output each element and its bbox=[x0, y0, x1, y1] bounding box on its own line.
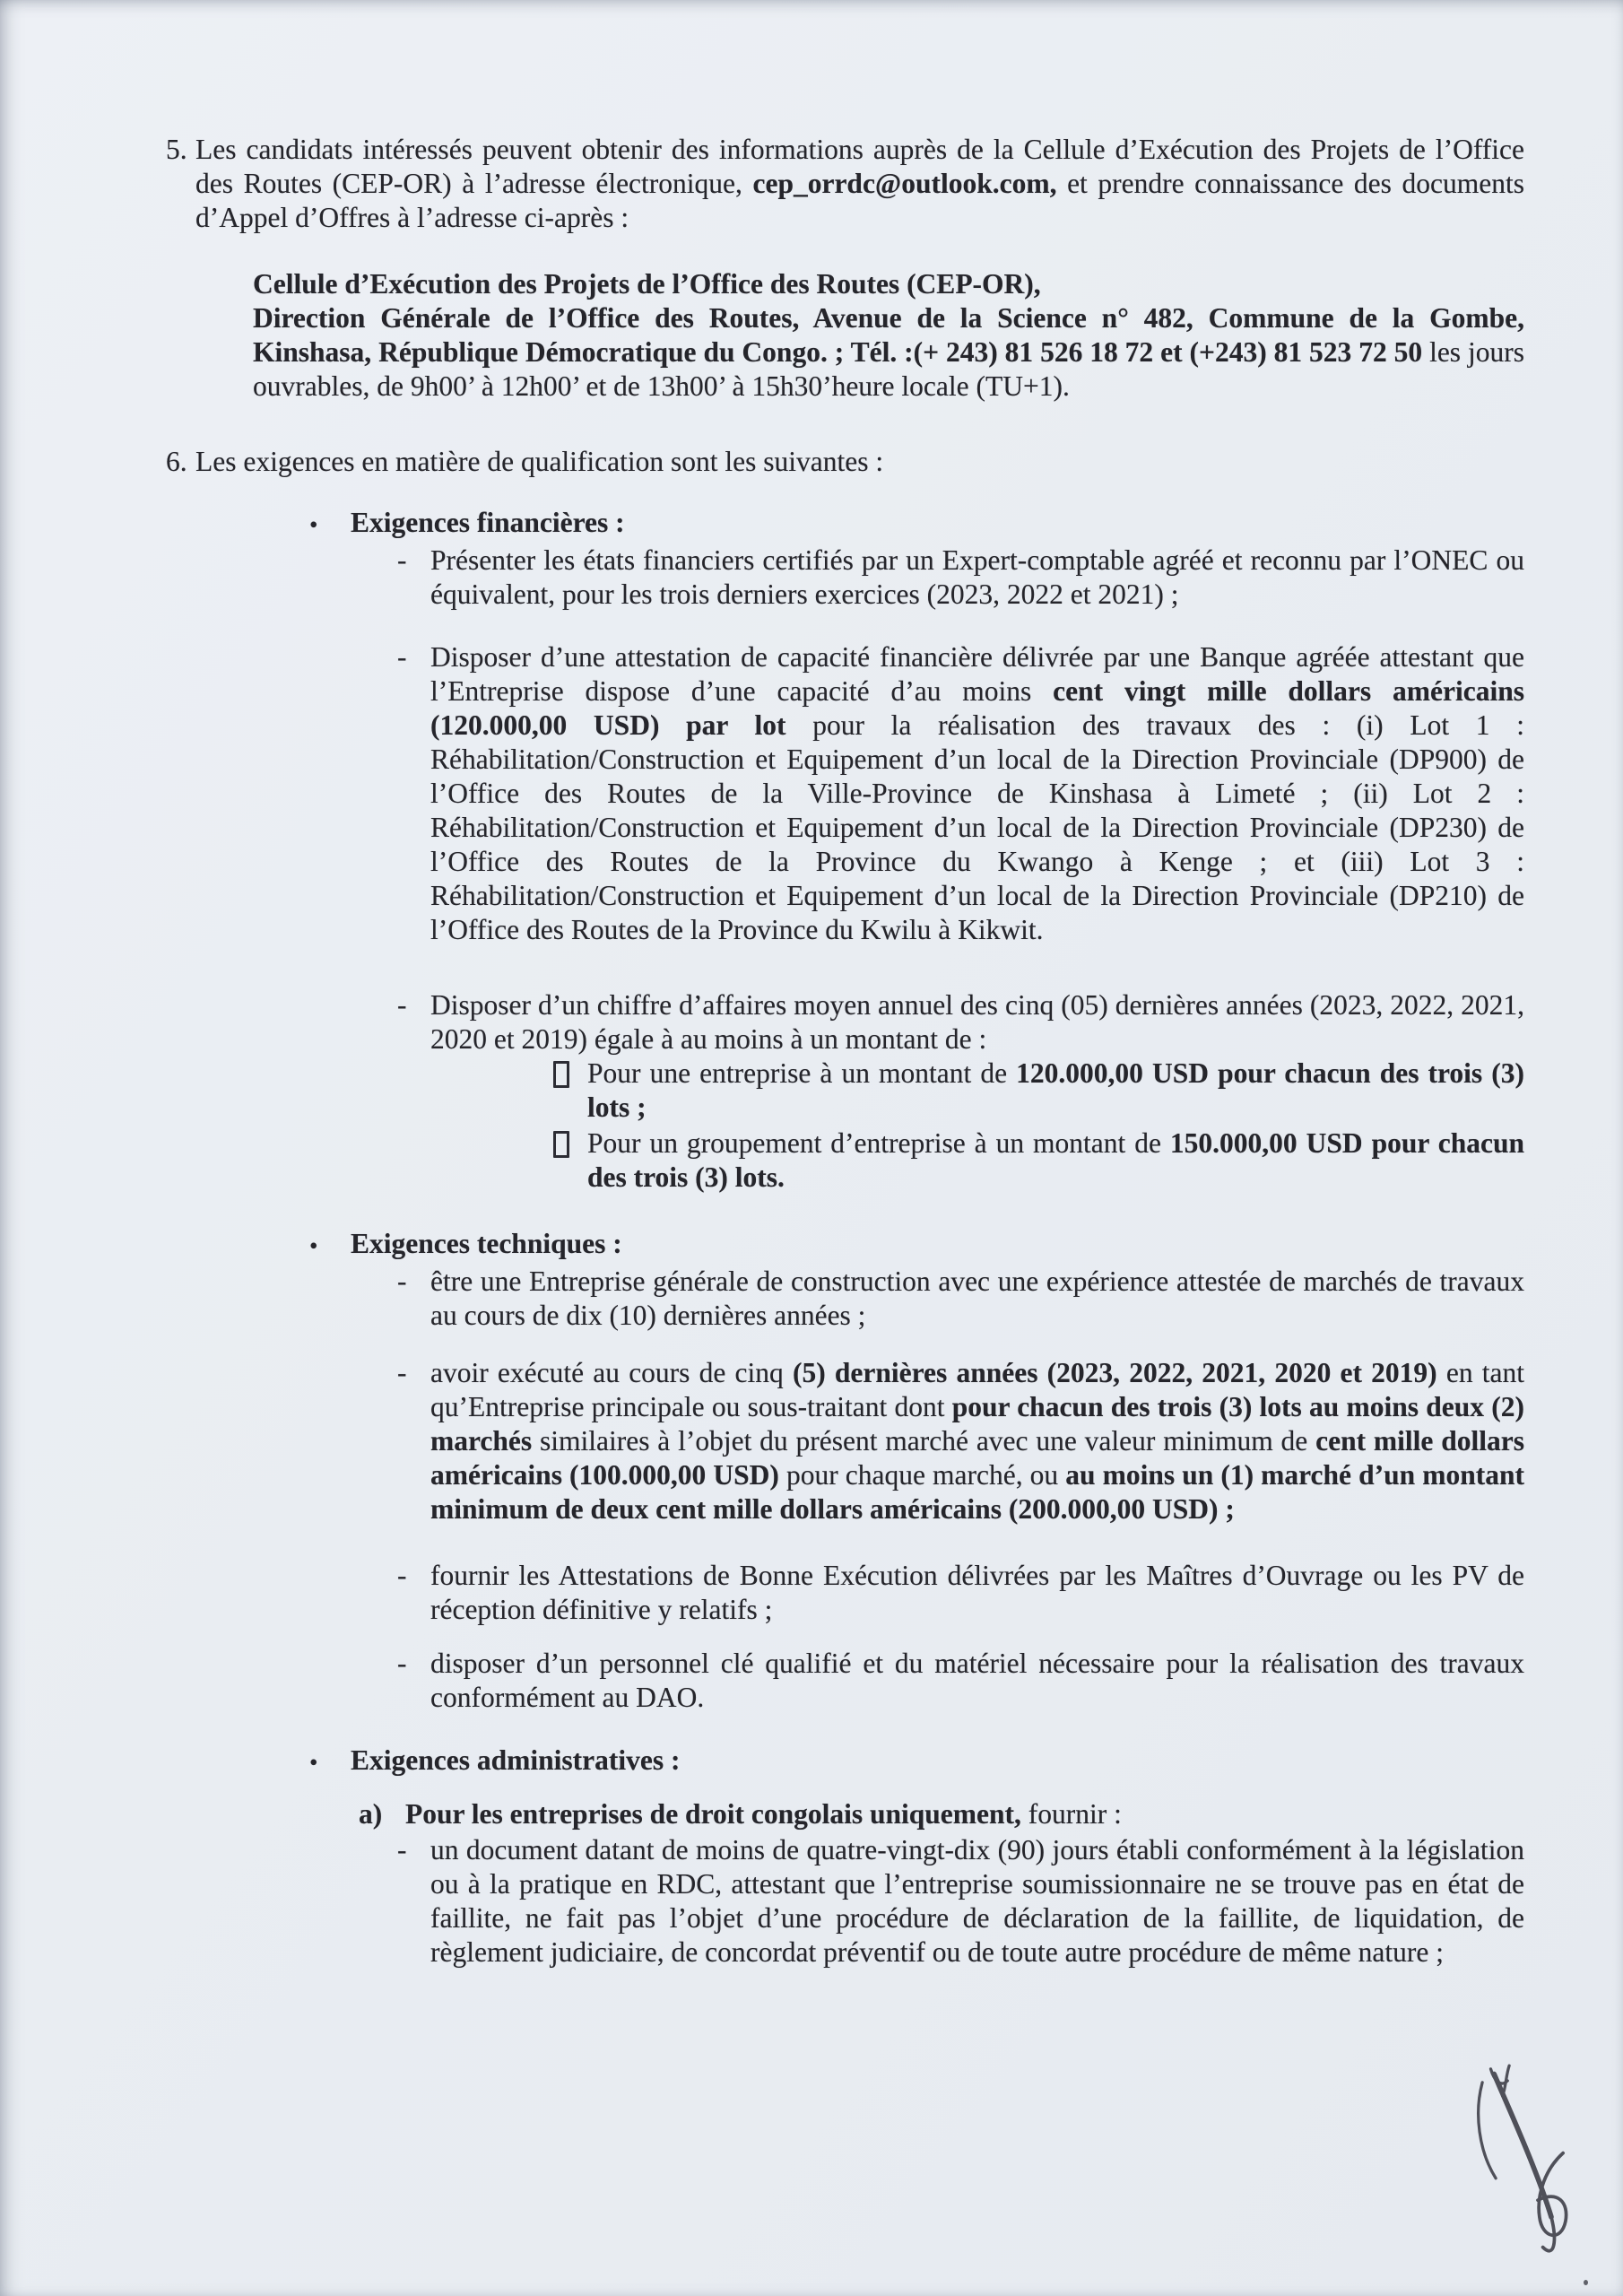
item-number: 6. bbox=[166, 446, 187, 477]
address-rest: Direction Générale de l’Office des Routes, Avenue de la Science n° 482, Commune de la Gombe, Kinshasa, République Démocratique du Congo. ; Tél. :(+ 243) 81 526 18 72 et (+243) 81 523 72 50 les jours ouvrables, de 9h00’ à 12h00’ et de 13h00’ à 15h30’heure locale (TU+1). bbox=[253, 302, 1524, 402]
scan-speckle bbox=[1584, 2280, 1588, 2285]
pen-scribble bbox=[1457, 2049, 1592, 2287]
dash-marker: - bbox=[397, 1560, 407, 1591]
requirement-item bbox=[397, 1559, 1524, 1627]
dash-marker: - bbox=[397, 544, 407, 576]
requirement-text: Disposer d’une attestation de capacité financière délivrée par une Banque agréée attestant que l’Entreprise dispose d’une capacité d’au moins cent vingt mille dollars américains (120.000,00 USD) par lot pour la réalisation des travaux des : (i) Lot 1 : Réhabilitation/Construction et Equipement d’un local de la Direction Provinciale (DP900) de l’Office des Routes de la Ville-Province de Kinshasa à Limeté ; (ii) Lot 2 : Réhabilitation/Construction et Equipement d’un local de la Direction Provinciale (DP230) de l’Office des Routes de la Province du Kwango à Kenge ; et (iii) Lot 3 : Réhabilitation/Construction et Equipement d’un local de la Direction Provinciale (DP210) de l’Office des Routes de la Province du Kwilu à Kikwit. bbox=[430, 641, 1524, 945]
section-heading bbox=[309, 1744, 1524, 1779]
requirement-text: un document datant de moins de quatre-vingt-dix (90) jours établi conformément à la législation ou à la pratique en RDC, attestant que l’entreprise soumissionnaire ne se trouve pas en état de faillite, ne fait pas l’objet d’une procédure de déclaration de la faillite, de liquidation, de règlement judiciaire, de concordat préventif ou de toute autre procédure de même nature ; bbox=[430, 1834, 1524, 1968]
sub-requirement-text: Pour une entreprise à un montant de 120.000,00 USD pour chacun des trois (3) lots ; bbox=[587, 1057, 1524, 1123]
requirement-text: disposer d’un personnel clé qualifié et du matériel nécessaire pour la réalisation des travaux conformément au DAO. bbox=[430, 1648, 1524, 1713]
lettered-item-text: Pour les entreprises de droit congolais uniquement, fournir : bbox=[405, 1798, 1122, 1830]
dash-marker: - bbox=[397, 989, 407, 1021]
dash-marker: - bbox=[397, 1648, 407, 1679]
section-exigences-administratives bbox=[166, 1744, 1524, 1970]
square-bullet-icon bbox=[553, 1057, 587, 1125]
requirement-item bbox=[397, 1833, 1524, 1970]
address-block bbox=[253, 267, 1524, 404]
item-letter: a) bbox=[359, 1798, 383, 1830]
section-heading bbox=[309, 506, 1524, 542]
item-number: 5. bbox=[166, 134, 187, 165]
requirement-text: Présenter les états financiers certifiés par un Expert-comptable agréé et reconnu par l’ONEC ou équivalent, pour les trois derniers exercices (2023, 2022 et 2021) ; bbox=[430, 544, 1524, 610]
paragraph-text: Les exigences en matière de qualification sont les suivantes : bbox=[195, 446, 884, 477]
paragraph-item-6 bbox=[166, 445, 1524, 479]
address-line-1: Cellule d’Exécution des Projets de l’Office des Routes (CEP-OR), bbox=[253, 268, 1041, 300]
section-heading bbox=[309, 1227, 1524, 1263]
sub-requirement-text: Pour un groupement d’entreprise à un montant de 150.000,00 USD pour chacun des trois (3) lots. bbox=[587, 1127, 1524, 1193]
bullet-icon: • bbox=[309, 1749, 318, 1776]
requirement-item bbox=[397, 1356, 1524, 1526]
square-bullet-icon bbox=[553, 1126, 587, 1195]
bullet-icon: • bbox=[309, 511, 318, 538]
section-exigences-techniques bbox=[166, 1227, 1524, 1715]
dash-marker: - bbox=[397, 1834, 407, 1866]
section-title: Exigences techniques : bbox=[351, 1228, 622, 1259]
paragraph-item-5 bbox=[166, 133, 1524, 235]
requirement-item bbox=[397, 1647, 1524, 1715]
dash-marker: - bbox=[397, 1265, 407, 1297]
sub-requirement-item bbox=[553, 1057, 1524, 1125]
dash-marker: - bbox=[397, 641, 407, 673]
section-exigences-financieres bbox=[166, 506, 1524, 1195]
lettered-item-a bbox=[359, 1797, 1524, 1831]
paragraph-text: Les candidats intéressés peuvent obtenir des informations auprès de la Cellule d’Exécution des Projets de l’Office des Routes (CEP-OR) à l’adresse électronique, cep_orrdc@outlook.com, et prendre connaissance des documents d’Appel d’Offres à l’adresse ci-après : bbox=[195, 134, 1524, 233]
dash-marker: - bbox=[397, 1357, 407, 1388]
requirement-item bbox=[397, 640, 1524, 947]
requirement-item bbox=[397, 1265, 1524, 1333]
bullet-icon: • bbox=[309, 1232, 318, 1259]
requirement-text: être une Entreprise générale de construction avec une expérience attestée de marchés de travaux au cours de dix (10) dernières années ; bbox=[430, 1265, 1524, 1331]
requirement-text: Disposer d’un chiffre d’affaires moyen annuel des cinq (05) dernières années (2023, 2022, 2021, 2020 et 2019) égale à au moins à un montant de : bbox=[430, 989, 1524, 1055]
section-title: Exigences financières : bbox=[351, 507, 625, 538]
requirement-text: fournir les Attestations de Bonne Exécution délivrées par les Maîtres d’Ouvrage ou les PV de réception définitive y relatifs ; bbox=[430, 1560, 1524, 1625]
requirement-text: avoir exécuté au cours de cinq (5) dernières années (2023, 2022, 2021, 2020 et 2019) en tant qu’Entreprise principale ou sous-traitant dont pour chacun des trois (3) lots au moins deux (2) marchés similaires à l’objet du présent marché avec une valeur minimum de cent mille dollars américains (100.000,00 USD) pour chaque marché, ou au moins un (1) marché d’un montant minimum de deux cent mille dollars américains (200.000,00 USD) ; bbox=[430, 1357, 1525, 1525]
section-title: Exigences administratives : bbox=[351, 1744, 681, 1776]
requirement-item bbox=[397, 544, 1524, 612]
sub-requirement-item bbox=[553, 1126, 1524, 1195]
requirement-item bbox=[397, 988, 1524, 1057]
